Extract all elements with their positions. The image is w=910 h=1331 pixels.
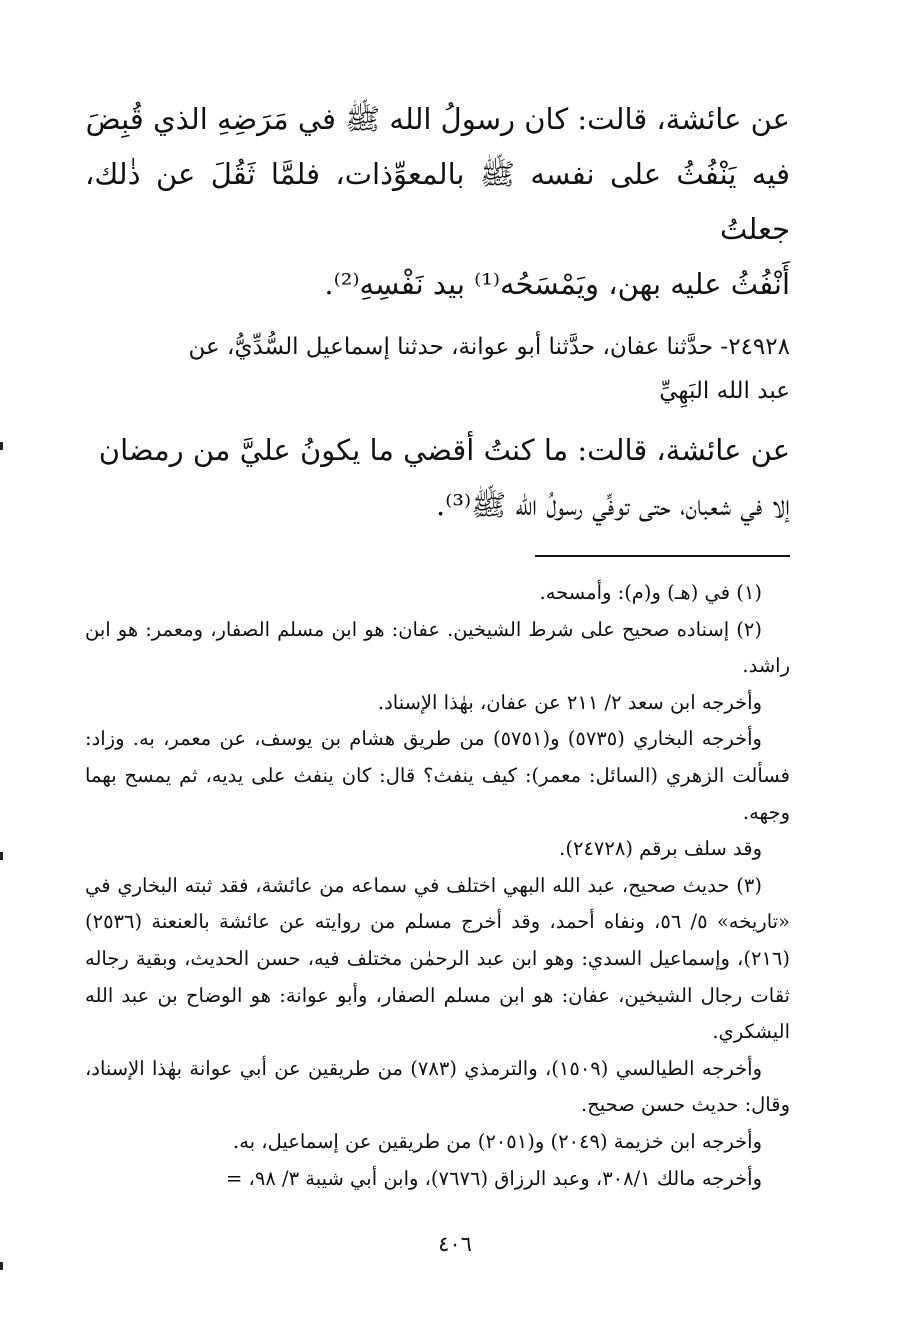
footnote: وأخرجه ابن سعد ٢/ ٢١١ عن عفان، بهٰذا الإسناد. bbox=[377, 690, 762, 714]
hadith-chain-header bbox=[85, 325, 790, 413]
scan-edge-mark bbox=[0, 442, 3, 450]
footnote: (٢) إسناده صحيح على شرط الشيخين. عفان: هو ابن مسلم الصفار، ومعمر: هو ابن راشد. bbox=[85, 617, 790, 678]
text-line: عبد الله البَهِيِّ bbox=[659, 378, 790, 404]
hadith-text-paragraph bbox=[85, 92, 790, 312]
footnote: وأخرجه ابن خزيمة (٢٠٤٩) و(٢٠٥١) من طريقين عن إسماعيل، به. bbox=[233, 1129, 762, 1153]
footnote: وأخرجه الطيالسي (١٥٠٩)، والترمذي (٧٨٣) من طريقين عن أبي عوانة بهٰذا الإسناد، وقال: حديث حسن صحيح. bbox=[85, 1056, 790, 1117]
footnote-separator bbox=[535, 555, 790, 557]
text-line: عن عائشة، قالت: ما كنتُ أقضي ما يكونُ عليَّ من رمضان bbox=[98, 433, 790, 467]
footnotes bbox=[85, 575, 790, 1197]
text-line: عن عائشة، قالت: كان رسولُ الله ﷺ في مَرَضِهِ الذي قُبِضَ bbox=[85, 102, 790, 136]
footnote: وأخرجه مالك ٣٠٨/١، وعبد الرزاق (٧٦٧٦)، وابن أبي شيبة ٣/ ٩٨، = bbox=[226, 1166, 762, 1190]
hadith-text-paragraph bbox=[85, 423, 790, 533]
scan-edge-mark bbox=[0, 1262, 3, 1270]
scan-edge-mark bbox=[0, 852, 3, 860]
footnote: (١) في (هـ) و(م): وأمسحه. bbox=[539, 581, 762, 604]
text-line: فيه يَنْفُثُ على نفسه ﷺ بالمعوِّذات، فلمَّا ثَقُلَ عن ذٰلك، جعلتُ bbox=[85, 157, 790, 246]
footnote: وأخرجه البخاري (٥٧٣٥) و(٥٧٥١) من طريق هشام بن يوسف، عن معمر، به. وزاد: فسألت الزهري (السائل: معمر): كيف ينفث؟ قال: كان ينفث على يديه، ثم يمسح بهما وجهه. bbox=[85, 727, 790, 824]
text-line: ٢٤٩٢٨- حدَّثنا عفان، حدَّثنا أبو عوانة، حدثنا إسماعيل السُّدِّيُّ، عن bbox=[188, 334, 790, 360]
text-line: إلا في شعبان، حتى توفِّي رسولُ الله ﷺ⁽³⁾. bbox=[436, 488, 790, 522]
footnote: وقد سلف برقم (٢٤٧٢٨). bbox=[559, 837, 762, 861]
text-line: أَنْفُثُ عليه بهن، ويَمْسَحُه⁽¹⁾ بيد نَفْسِهِ⁽²⁾. bbox=[324, 267, 790, 301]
page-body bbox=[85, 92, 790, 1197]
footnote: (٣) حديث صحيح، عبد الله البهي اختلف في سماعه من عائشة، فقد ثبته البخاري في «تاريخه» ٥/ ٥٦، ونفاه أحمد، وقد أخرج مسلم من روايته عن عائشة بالعنعنة (٢٥٣٦) (٢١٦)، وإسماعيل السدي: وهو ابن عبد الرحمٰن مختلف فيه، حسن الحديث، وبقية رجاله ثقات رجال الشيخين، عفان: هو ابن مسلم الصفار، وأبو عوانة: هو الوضاح بن عبد الله اليشكري. bbox=[85, 873, 790, 1044]
page-number: ٤٠٦ bbox=[438, 1232, 472, 1256]
